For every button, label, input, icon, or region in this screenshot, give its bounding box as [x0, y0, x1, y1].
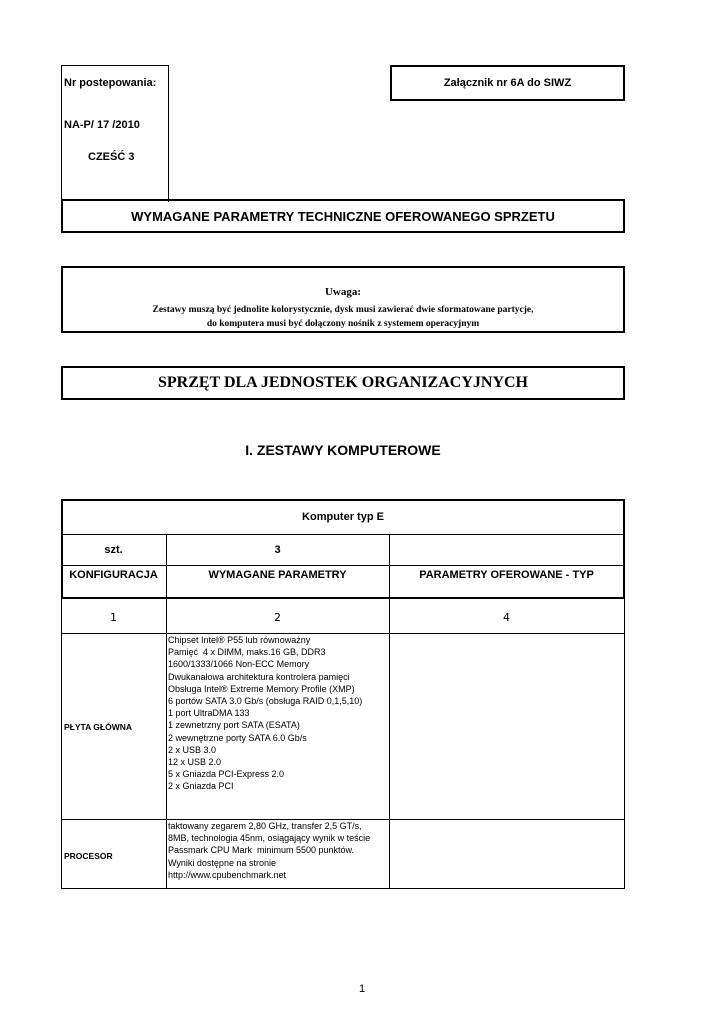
document-title: WYMAGANE PARAMETRY TECHNICZNE OFEROWANEGO SPRZETU	[61, 199, 625, 233]
qty-value: 3	[274, 544, 281, 556]
row-spec: taktowany zegarem 2,80 GHz, transfer 2,5 GT/s, 8MB, technologia 45nm, osiągający wynik w teście Passmark CPU Mark minimum 5500 punktów. Wyniki dostępne na stronie http://www.cpubenchmark.net	[168, 821, 371, 880]
section-title: SPRZĘT DLA JEDNOSTEK ORGANIZACYJNYCH	[61, 366, 625, 400]
column-header: KONFIGURACJA	[69, 569, 158, 581]
note-line-2: do komputera musi być dołączony nośnik z systemem operacyjnym	[206, 319, 480, 329]
row-spec: Chipset Intel® P55 lub równoważny Pamięć 4 x DIMM, maks.16 GB, DDR3 1600/1333/1066 Non-ECC Memory Dwukanałowa architektura kontrolera pamięci Obsługa Intel® Extreme Memory Profile (XMP) 6 portów SATA 3.0 Gb/s (obsługa RAID 0,1,5,10) 1 port UltraDMA 133 1 zewnetrzny port SATA (ESATA) 2 wewnętrzne porty SATA 6.0 Gb/s 2 x USB 3.0 12 x USB 2.0 5 x Gniazda PCI-Express 2.0 2 x Gniazda PCI	[168, 635, 363, 792]
page-number: 1	[358, 983, 366, 995]
table-title: Komputer typ E	[302, 511, 384, 523]
attachment-label: Załącznik nr 6A do SIWZ	[390, 65, 625, 101]
part-label: CZEŚĆ 3	[88, 151, 135, 163]
subheading: I. ZESTAWY KOMPUTEROWE	[245, 442, 441, 458]
row-label: PŁYTA GŁÓWNA	[64, 722, 132, 732]
note-heading: Uwaga:	[324, 286, 362, 298]
qty-label: szt.	[104, 544, 123, 556]
column-header: PARAMETRY OFEROWANE - TYP	[419, 569, 594, 581]
column-number: 2	[274, 611, 281, 624]
column-number: 1	[110, 611, 117, 624]
case-label: Nr postepowania:	[64, 77, 157, 89]
row-label: PROCESOR	[64, 851, 113, 861]
case-number: NA-P/ 17 /2010	[64, 119, 140, 131]
note-line-1: Zestawy muszą być jednolite kolorystycznie, dysk musi zawierać dwie sformatowane partycje,	[152, 305, 534, 315]
column-header: WYMAGANE PARAMETRY	[208, 569, 347, 581]
column-number: 4	[503, 611, 510, 624]
